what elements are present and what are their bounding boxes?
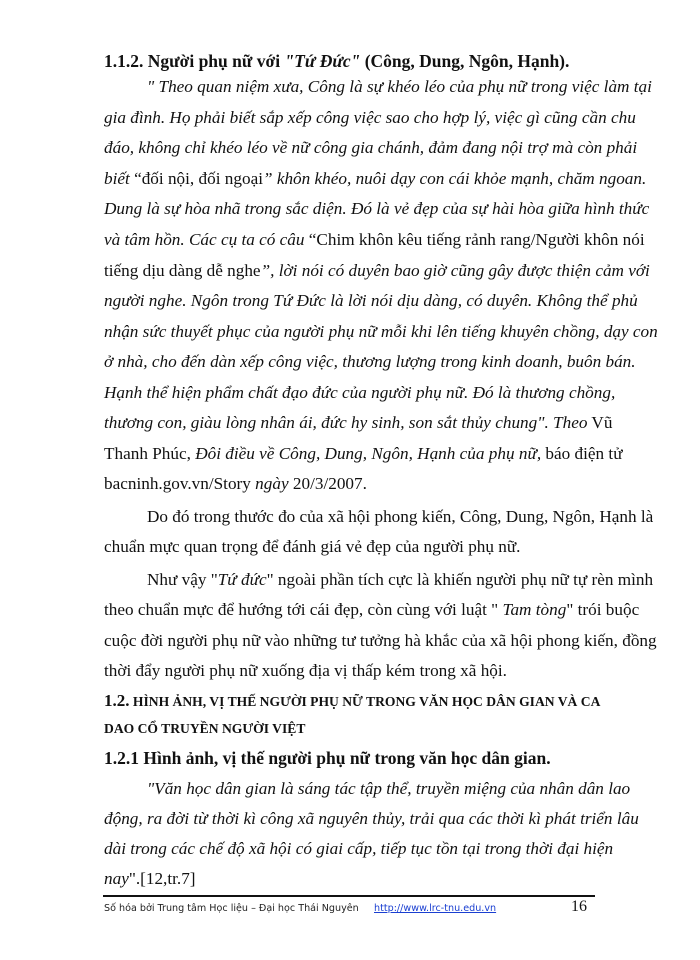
source-url: bacninh.gov.vn/Story: [104, 474, 256, 493]
footer-link[interactable]: http://www.lrc-tnu.edu.vn: [374, 903, 497, 914]
para1-line-9: [104, 321, 658, 343]
para1-line-6: [104, 229, 645, 251]
para1-line-5: [104, 198, 650, 220]
para1-line-8: [104, 290, 638, 312]
para1-line-3: [104, 137, 638, 159]
text: gia đình. Họ phải biết sắp xếp công việc sao cho hợp lý, việc gì cũng cần chu: [104, 108, 636, 127]
para3-line-1: [147, 569, 654, 591]
text: thương con, giàu lòng nhân ái, đức hy sinh, son sắt thủy chung". Theo: [104, 413, 588, 432]
page-number: 16: [571, 898, 587, 915]
text: "Văn học dân gian là sáng tác tập thể, truyền miệng của nhân dân lao: [147, 779, 631, 798]
text: theo chuẩn mực để hướng tới cái đẹp, còn cùng với luật ": [104, 600, 503, 619]
para1-line-4: [104, 168, 647, 190]
para4-line-1: [147, 778, 631, 800]
quoted-proverb: “Chim khôn kêu tiếng rảnh rang/Người khôn nói: [308, 230, 645, 249]
heading-text: DAO CỔ TRUYỀN NGƯỜI VIỆT: [104, 721, 306, 736]
text: biết: [104, 169, 135, 188]
para1-line-1: [147, 76, 652, 98]
date: 20/3/2007.: [288, 474, 367, 493]
text: lời nói có duyên bao giờ cũng gây được thiện cảm với: [278, 261, 650, 280]
text: Hạnh thể hiện phẩm chất đạo đức của người phụ nữ. Đó là thương chồng,: [104, 383, 616, 402]
author-name: Thanh Phúc,: [104, 444, 196, 463]
heading-italic-term: "Tứ Đức": [284, 51, 361, 71]
para2-line-2: [104, 536, 594, 558]
para1-line-7: [104, 260, 650, 282]
section-number: 1.2.: [104, 691, 130, 710]
para4-line-2: [104, 808, 639, 830]
para3-line-4: [104, 660, 594, 682]
para4-line-4: [104, 868, 594, 890]
para3-line-3: [104, 630, 657, 652]
text: nay: [104, 869, 129, 888]
text: thời đẩy người phụ nữ xuống địa vị thấp kém trong xã hội.: [104, 661, 507, 680]
heading-text: HÌNH ẢNH, VỊ THẾ NGƯỜI PHỤ NỮ TRONG VĂN HỌC DÂN GIAN VÀ CA: [129, 694, 601, 709]
text: " trói buộc: [566, 600, 640, 619]
text: khôn khéo, nuôi dạy con cái khỏe mạnh, chăm ngoan.: [276, 169, 647, 188]
text: ngày: [255, 474, 289, 493]
text: ”,: [260, 261, 279, 280]
text: nhận sức thuyết phục của người phụ nữ mỗi khi lên tiếng khuyên chồng, dạy con: [104, 322, 658, 341]
italic-term: Tam tòng: [502, 600, 567, 619]
text: ở nhà, cho đến dàn xếp công việc, thương lượng trong kinh doanh, buôn bán.: [104, 352, 636, 371]
heading-text: 1.1.2. Người phụ nữ với: [104, 51, 285, 71]
text: dài trong các chế độ xã hội có giai cấp, tiếp tục tồn tại trong thời đại hiện: [104, 839, 614, 858]
italic-term: Tứ đức: [217, 570, 267, 589]
text: " ngoài phần tích cực là khiến người phụ nữ tự rèn mình: [266, 570, 654, 589]
section-heading-1-2-line-2: [104, 718, 305, 740]
section-heading-1-1-2: [104, 50, 569, 72]
text: người nghe. Ngôn trong Tứ Đức là lời nói dịu dàng, có duyên. Không thể phủ: [104, 291, 638, 310]
para1-line-10: [104, 351, 636, 373]
para2-line-1: [147, 506, 654, 528]
section-heading-1-2-line-1: [104, 690, 601, 713]
footer-divider: [103, 895, 595, 897]
heading-text-suffix: (Công, Dung, Ngôn, Hạnh).: [360, 51, 570, 71]
para4-line-3: [104, 838, 614, 860]
text: " Theo quan niệm xưa, Công là sự khéo léo của phụ nữ trong việc làm tại: [147, 77, 652, 96]
quoted-text: “đối nội, đối ngoại: [134, 169, 263, 188]
author-name: Vũ: [587, 413, 613, 432]
text: động, ra đời từ thời kì công xã nguyên thủy, trải qua các thời kì phát triển lâu: [104, 809, 639, 828]
text: Như vậy ": [147, 570, 218, 589]
para1-line-12: [104, 412, 613, 434]
text: Dung là sự hòa nhã trong sắc diện. Đó là vẻ đẹp của sự hài hòa giữa hình thức: [104, 199, 650, 218]
text: cuộc đời người phụ nữ vào những tư tưởng hà khắc của xã hội phong kiến, đồng: [104, 631, 657, 650]
text: và tâm hồn. Các cụ ta có câu: [104, 230, 309, 249]
para3-line-2: [104, 599, 640, 621]
article-title: Đôi điều về Công, Dung, Ngôn, Hạnh của phụ nữ,: [195, 444, 542, 463]
text: đáo, không chỉ khéo léo về nữ công gia chánh, đảm đang nội trợ mà còn phải: [104, 138, 638, 157]
para1-line-11: [104, 382, 616, 404]
quoted-proverb: tiếng dịu dàng dễ nghe: [104, 261, 261, 280]
text: Do đó trong thước đo của xã hội phong kiến, Công, Dung, Ngôn, Hạnh là: [147, 507, 654, 526]
footer-credit: Số hóa bởi Trung tâm Học liệu – Đại học Thái Nguyên: [104, 903, 359, 914]
text: báo điện tử: [541, 444, 623, 463]
para1-line-2: [104, 107, 636, 129]
citation: ".[12,tr.7]: [128, 869, 196, 888]
section-heading-1-2-1: [104, 747, 551, 769]
text: chuẩn mực quan trọng để đánh giá vẻ đẹp của người phụ nữ.: [104, 537, 521, 556]
para1-line-14: [104, 473, 594, 495]
text: ”: [262, 169, 277, 188]
para1-line-13: [104, 443, 623, 465]
heading-text: 1.2.1 Hình ảnh, vị thế người phụ nữ trong văn học dân gian.: [104, 748, 551, 768]
